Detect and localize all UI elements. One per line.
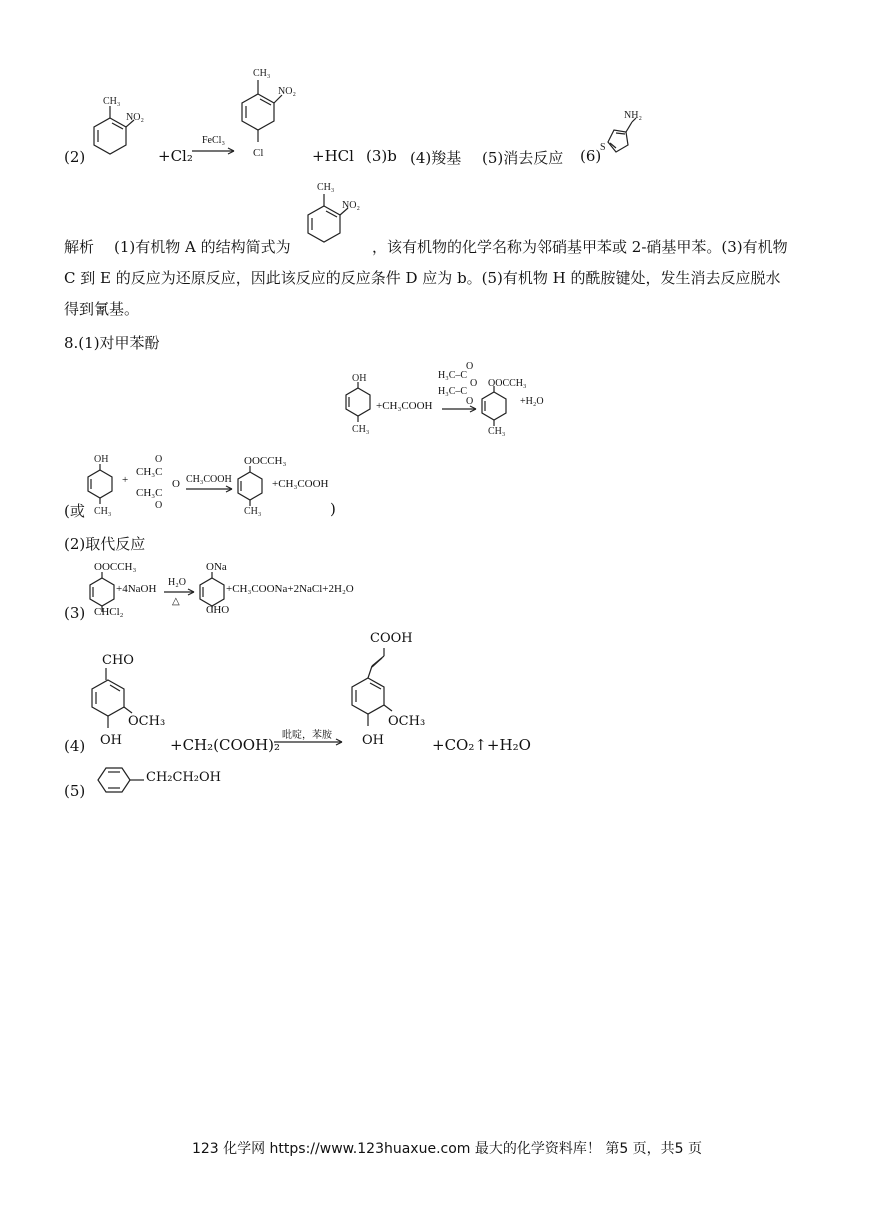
substituent-label: NO₂ <box>278 86 296 97</box>
substituent-label: CHCl₂ <box>94 606 124 618</box>
substituent-label: OCH₃ <box>388 714 426 729</box>
reaction-arrow <box>440 404 480 414</box>
condition-text: H₃C–C <box>438 386 468 397</box>
anhydride-o: O <box>155 500 163 511</box>
explanation-text: ，该有机物的化学名称为邻硝基甲苯或 2-硝基甲苯。(3)有机物 <box>372 238 788 256</box>
substituent-label: OH <box>362 733 384 748</box>
answer-text: (4)羧基 <box>410 149 462 167</box>
alternative-close: ) <box>330 500 336 518</box>
chloronitrotoluene-structure <box>236 62 316 167</box>
o-nitrotoluene-structure <box>88 88 158 168</box>
substituent-label: COOH <box>370 631 413 646</box>
item-number: (2) <box>64 148 86 166</box>
substituent-label: ONa <box>206 561 227 573</box>
answer-text: (2)取代反应 <box>64 535 146 553</box>
substituent-label: OH <box>100 733 122 748</box>
substituent-label: CH₃ <box>94 506 112 516</box>
anhydride-label: CH₃C <box>136 466 163 478</box>
item-number: (6) <box>580 147 602 165</box>
substituent-label: CHO <box>206 604 230 616</box>
item-number: (3) <box>64 604 86 622</box>
anhydride-label: O <box>172 478 180 490</box>
reagent-text: +CH₂(COOH)₂ <box>170 736 281 754</box>
page-footer: 123 化学网 https://www.123huaxue.com 最大的化学资料库！ 第5 页，共5 页 <box>191 1141 703 1157</box>
condition-text: O <box>466 396 474 407</box>
substituent-label: OH <box>352 373 367 384</box>
substituent-label: CH₂CH₂OH <box>146 770 221 785</box>
substituent-label: OH <box>94 454 109 465</box>
reagent-text: +CH₃COONa+2NaCl+2H₂O <box>226 583 354 595</box>
ferulic-acid-structure <box>348 646 418 746</box>
question-label: 8.(1)对甲苯酚 <box>64 334 160 352</box>
substituent-label: CH₃ <box>253 68 271 79</box>
explanation-text: C 到 E 的反应为还原反应，因此该反应的反应条件 D 应为 b。(5)有机物 H 的酰胺键处，发生消去反应脱水 <box>64 269 781 287</box>
reagent-text: +CO₂↑+H₂O <box>432 736 531 754</box>
answer-text: (3)b <box>366 147 397 165</box>
substituent-label: CH₃ <box>103 96 121 107</box>
reaction-arrow <box>162 588 198 596</box>
condition-text: △ <box>172 596 180 607</box>
condition-text: O <box>466 361 474 372</box>
vanillin-structure <box>90 664 160 744</box>
item-number: (5) <box>64 782 86 800</box>
answer-text: (5)消去反应 <box>482 149 564 167</box>
reagent-text: +4NaOH <box>116 583 157 595</box>
substituent-label: OOCCH₃ <box>244 455 287 467</box>
condition-text: H₂O <box>168 577 186 588</box>
heteroatom-label: S <box>600 142 606 153</box>
substituent-label: CH₃ <box>488 426 506 436</box>
substituent-label: CH₃ <box>352 424 370 434</box>
substituent-label: CH₃ <box>244 506 262 516</box>
anhydride-o: O <box>155 454 163 465</box>
reagent-text: +HCl <box>312 147 354 165</box>
reaction-arrow <box>272 737 346 747</box>
substituent-label: OOCCH₃ <box>94 561 137 573</box>
substituent-label: NO₂ <box>126 112 144 123</box>
reaction-arrow <box>190 146 240 156</box>
p-cresol-structure <box>82 452 124 516</box>
substituent-label: OCH₃ <box>128 714 166 729</box>
structure-a <box>302 176 378 254</box>
substituent-label: CH₃ <box>317 182 335 193</box>
condition-text: 吡啶，苯胺 <box>282 730 332 741</box>
substituent-label: NH₂ <box>624 110 642 121</box>
condition-text: H₃C–C <box>438 370 468 381</box>
reagent-text: +CH₃COOH <box>272 478 329 490</box>
condition-text: CH₃COOH <box>186 474 232 485</box>
explanation-text: 得到氰基。 <box>64 300 140 318</box>
plus-sign: + <box>122 474 129 486</box>
substituent-label: OOCCH₃ <box>488 378 527 389</box>
item-number: (4) <box>64 737 86 755</box>
alternative-open: (或 <box>64 502 85 520</box>
reagent-text: +Cl₂ <box>158 147 193 165</box>
substituent-label: NO₂ <box>342 200 360 211</box>
explanation-label: 解析 <box>64 238 95 256</box>
substituent-label: CHO <box>102 653 134 668</box>
thiophene-structure <box>598 106 658 166</box>
anhydride-label: CH₃C <box>136 487 163 499</box>
reagent-text: +CH₃COOH <box>376 400 433 412</box>
reaction-arrow <box>184 484 236 494</box>
condition-text: O <box>470 378 478 389</box>
reagent-text: +H₂O <box>520 396 544 407</box>
explanation-text: (1)有机物 A 的结构简式为 <box>114 238 291 256</box>
phenethyl-alcohol-structure <box>90 762 150 798</box>
catalyst-label: FeCl₃ <box>202 135 225 146</box>
substituent-label: Cl <box>253 147 264 159</box>
